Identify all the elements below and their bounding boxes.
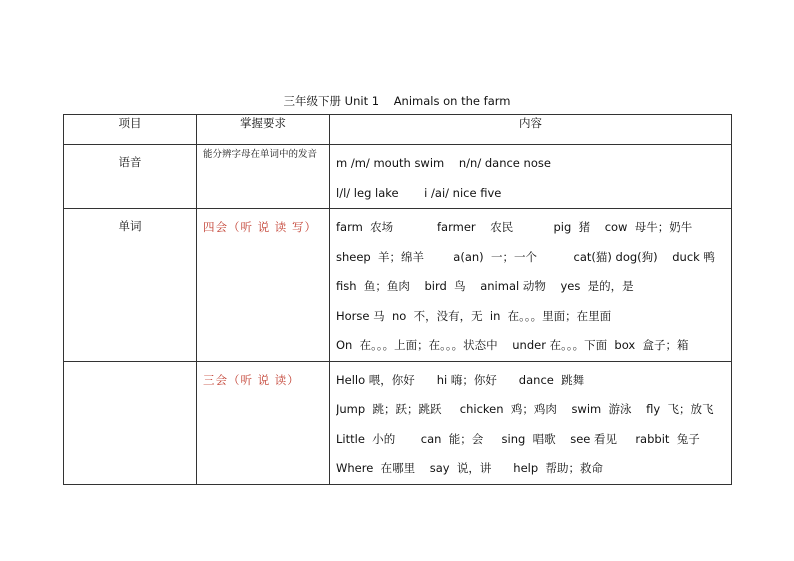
document-title: 三年级下册 Unit 1 Animals on the farm — [283, 94, 511, 108]
content-cell — [330, 209, 732, 362]
content-cell — [330, 145, 732, 209]
header-content: 内容 — [330, 115, 732, 145]
category-label: 语音 — [118, 155, 142, 169]
table-row-phonics — [64, 145, 732, 209]
table-header-row — [64, 115, 732, 145]
category-cell — [64, 361, 197, 484]
category-cell — [64, 209, 197, 362]
vocabulary-table — [63, 114, 732, 485]
category-label: 单词 — [118, 219, 142, 233]
requirement-label: 三会（听 说 读） — [203, 372, 300, 387]
requirement-label: 能分辨字母在单词中的发音 — [203, 149, 318, 160]
content-line: sheep 羊；绵羊 a(an) 一；一个 cat(猫) dog(狗) duck 鸭 — [336, 249, 715, 264]
content-line: l/l/ leg lake i /ai/ nice five — [336, 185, 502, 200]
content-line: Jump 跳；跃；跳跃 chicken 鸡；鸡肉 swim 游泳 fly 飞；放飞 — [336, 402, 714, 416]
content-line: m /m/ mouth swim n/n/ dance nose — [336, 156, 551, 170]
content-line: fish 鱼；鱼肉 bird 鸟 animal 动物 yes 是的，是 — [336, 279, 634, 293]
content-line: Hello 喂，你好 hi 嗨；你好 dance 跳舞 — [336, 372, 585, 387]
requirement-label: 四会（听 说 读 写） — [203, 220, 317, 234]
content-cell — [330, 361, 732, 484]
content-line: On 在。。。上面；在。。。状态中 under 在。。。下面 box 盒子；箱 — [336, 338, 689, 352]
content-line: Where 在哪里 say 说，讲 help 帮助；救命 — [336, 461, 603, 475]
content-line: Little 小的 can 能；会 sing 唱歌 see 看见 rabbit 兔子 — [336, 431, 700, 446]
table-row-words-four-skills — [64, 209, 732, 362]
table-row-words-three-skills — [64, 361, 732, 484]
requirement-cell — [197, 361, 330, 484]
category-label — [64, 362, 196, 371]
content-line: Horse 马 no 不，没有，无 in 在。。。里面；在里面 — [336, 308, 612, 323]
requirement-cell — [197, 209, 330, 362]
requirement-cell — [197, 145, 330, 209]
header-requirement: 掌握要求 — [197, 115, 330, 145]
content-line: farm 农场 farmer 农民 pig 猪 cow 母牛；奶牛 — [336, 220, 693, 234]
header-category: 项目 — [64, 115, 197, 145]
category-cell — [64, 145, 197, 209]
